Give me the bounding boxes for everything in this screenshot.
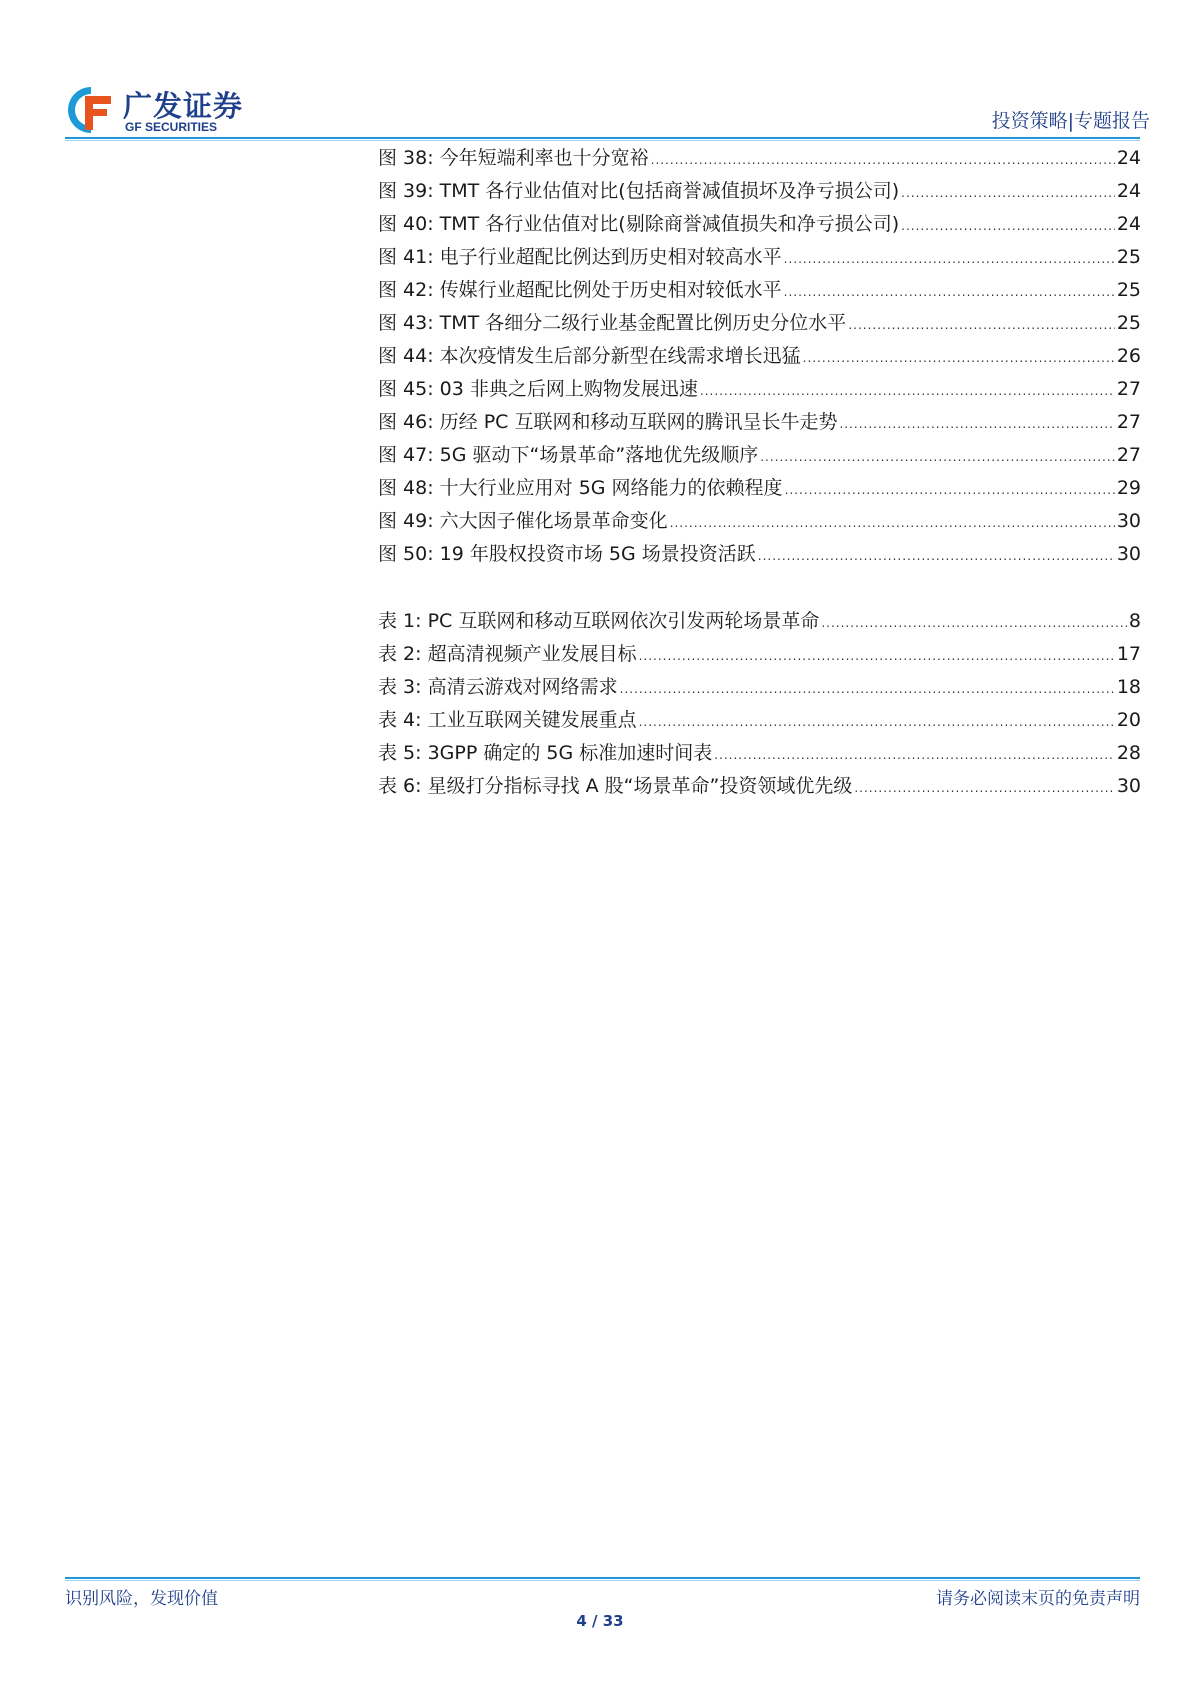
toc-table-entry[interactable]	[378, 639, 1141, 672]
logo-text-cn: 广发证券	[123, 89, 244, 123]
entry-label: 图 45: 03 非典之后网上购物发展迅速	[378, 378, 698, 400]
entry-label: 图 40: TMT 各行业估值对比(剔除商誉减值损失和净亏损公司)	[378, 213, 900, 235]
entry-label: 图 48: 十大行业应用对 5G 网络能力的依赖程度	[378, 477, 783, 499]
dot-leader	[784, 252, 1115, 266]
toc-figure-entry[interactable]	[378, 473, 1141, 506]
dot-leader	[901, 186, 1115, 200]
dot-leader	[848, 318, 1115, 332]
dot-leader	[758, 549, 1115, 563]
gf-securities-logo	[65, 84, 265, 138]
toc-figure-entry[interactable]	[378, 407, 1141, 440]
entry-label: 表 1: PC 互联网和移动互联网依次引发两轮场景革命	[378, 610, 820, 632]
entry-label: 图 41: 电子行业超配比例达到历史相对较高水平	[378, 246, 782, 268]
footer-slogan: 识别风险，发现价值	[65, 1589, 218, 1609]
toc-figure-entry[interactable]	[378, 242, 1141, 275]
dot-leader	[901, 219, 1115, 233]
page-number: 4 / 33	[576, 1612, 624, 1630]
dot-leader	[639, 649, 1115, 663]
toc-table-entry[interactable]	[378, 606, 1141, 639]
entry-label: 表 6: 星级打分指标寻找 A 股“场景革命”投资领域优先级	[378, 775, 853, 797]
entry-page: 24	[1116, 180, 1141, 202]
report-type: 投资策略|专题报告	[991, 110, 1150, 132]
dot-leader	[785, 483, 1115, 497]
entry-label: 图 47: 5G 驱动下“场景革命”落地优先级顺序	[378, 444, 759, 466]
entry-page: 25	[1116, 312, 1141, 334]
entry-page: 27	[1116, 411, 1141, 433]
entry-label: 表 4: 工业互联网关键发展重点	[378, 709, 637, 731]
gf-logo-mark-icon	[65, 84, 117, 136]
dot-leader	[714, 748, 1115, 762]
logo-text-en: GF SECURITIES	[125, 120, 218, 134]
toc-figure-entry[interactable]	[378, 374, 1141, 407]
entry-label: 图 38: 今年短端利率也十分宽裕	[378, 147, 649, 169]
entry-label: 表 3: 高清云游戏对网络需求	[378, 676, 618, 698]
entry-page: 26	[1116, 345, 1141, 367]
entry-label: 图 44: 本次疫情发生后部分新型在线需求增长迅猛	[378, 345, 801, 367]
entry-page: 8	[1128, 610, 1141, 632]
dot-leader	[854, 781, 1114, 795]
entry-page: 24	[1116, 147, 1141, 169]
toc-figure-entry[interactable]	[378, 275, 1141, 308]
toc-figure-entry[interactable]	[378, 539, 1141, 572]
entry-page: 30	[1116, 775, 1141, 797]
toc-figure-entry[interactable]	[378, 209, 1141, 242]
toc-table-entry[interactable]	[378, 738, 1141, 771]
dot-leader	[821, 616, 1127, 630]
entry-page: 17	[1116, 643, 1141, 665]
toc-figure-entry[interactable]	[378, 506, 1141, 539]
entry-page: 25	[1116, 279, 1141, 301]
entry-page: 29	[1116, 477, 1141, 499]
table-list	[378, 606, 1141, 804]
entry-page: 27	[1116, 444, 1141, 466]
footer-divider	[65, 1577, 1140, 1579]
entry-page: 24	[1116, 213, 1141, 235]
entry-label: 图 42: 传媒行业超配比例处于历史相对较低水平	[378, 279, 782, 301]
entry-page: 20	[1116, 709, 1141, 731]
dot-leader	[620, 682, 1115, 696]
dot-leader	[651, 153, 1115, 167]
toc-table-entry[interactable]	[378, 705, 1141, 738]
dot-leader	[700, 384, 1115, 398]
entry-label: 图 46: 历经 PC 互联网和移动互联网的腾讯呈长牛走势	[378, 411, 838, 433]
entry-page: 25	[1116, 246, 1141, 268]
entry-page: 28	[1116, 742, 1141, 764]
toc-figure-entry[interactable]	[378, 308, 1141, 341]
toc-table-entry[interactable]	[378, 771, 1141, 804]
toc-figure-entry[interactable]	[378, 143, 1141, 176]
entry-label: 表 5: 3GPP 确定的 5G 标准加速时间表	[378, 742, 713, 764]
entry-label: 图 39: TMT 各行业估值对比(包括商誉减值损坏及净亏损公司)	[378, 180, 900, 202]
entry-page: 18	[1116, 676, 1141, 698]
toc-figure-entry[interactable]	[378, 176, 1141, 209]
entry-label: 表 2: 超高清视频产业发展目标	[378, 643, 637, 665]
dot-leader	[639, 715, 1115, 729]
dot-leader	[803, 351, 1115, 365]
toc-figure-entry[interactable]	[378, 341, 1141, 374]
dot-leader	[670, 516, 1115, 530]
footer-disclaimer[interactable]: 请务必阅读末页的免责声明	[936, 1589, 1140, 1609]
header-divider	[65, 137, 1140, 139]
entry-page: 30	[1116, 543, 1141, 565]
toc-table-entry[interactable]	[378, 672, 1141, 705]
entry-page: 30	[1116, 510, 1141, 532]
toc-figure-entry[interactable]	[378, 440, 1141, 473]
dot-leader	[839, 417, 1114, 431]
entry-label: 图 50: 19 年股权投资市场 5G 场景投资活跃	[378, 543, 756, 565]
entry-label: 图 43: TMT 各细分二级行业基金配置比例历史分位水平	[378, 312, 847, 334]
dot-leader	[760, 450, 1115, 464]
entry-label: 图 49: 六大因子催化场景革命变化	[378, 510, 668, 532]
dot-leader	[784, 285, 1115, 299]
figure-list	[378, 143, 1141, 572]
entry-page: 27	[1116, 378, 1141, 400]
